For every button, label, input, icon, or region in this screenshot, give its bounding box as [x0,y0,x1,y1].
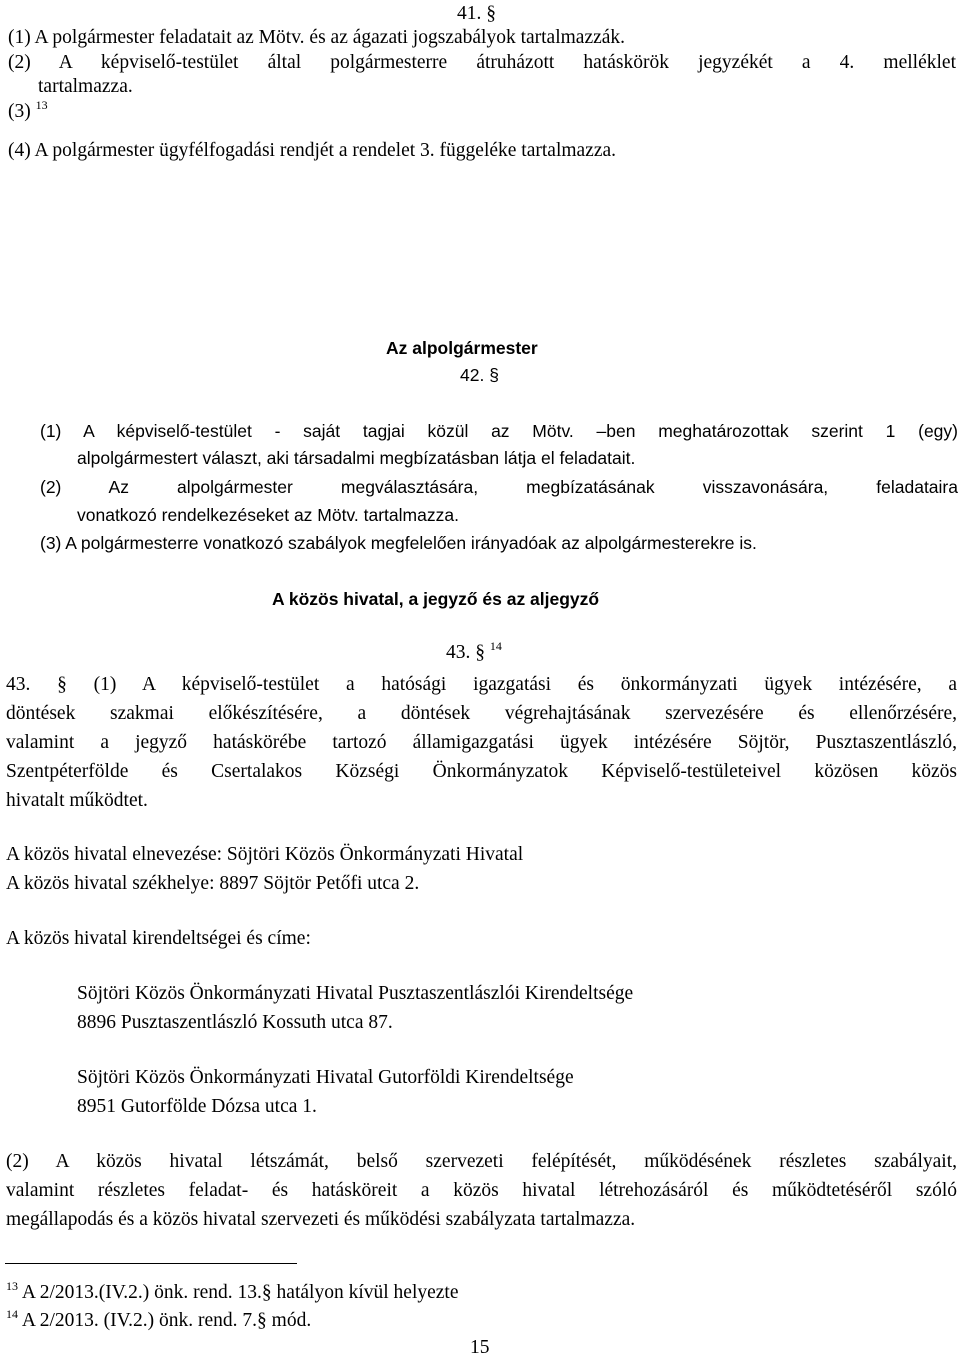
section-42-paragraph-3: (3) A polgármesterre vonatkozó szabályok megfelelően irányadóak az alpolgármesterekre is. [40,533,757,553]
section-43-paragraph-2-line-2: valamint részletes feladat- és hatásköreit a közös hivatal létrehozásáról és működtetéséről szóló [6,1180,957,1201]
section-43-paragraph-1-line-4: Szentpéterfölde és Csertalakos Községi Önkormányzatok Képviselő-testületeivel közösen közös [6,761,957,782]
section-41-paragraph-2-line-1: (2) A képviselő-testület által polgármesterre átruházott hatáskörök jegyzékét a 4. melléklet [8,52,956,73]
branch-2-address: 8951 Gutorfölde Dózsa utca 1. [77,1096,317,1117]
footnote-13-text: A 2/2013.(IV.2.) önk. rend. 13.§ hatályon kívül helyezte [21,1282,459,1303]
section-43-heading-text: 43. § [446,642,485,663]
section-41-paragraph-4: (4) A polgármester ügyfélfogadási rendjét a rendelet 3. függeléke tartalmazza. [8,140,617,161]
footnote-14 [6,1309,311,1333]
page-number: 15 [470,1337,490,1358]
office-seat-line: A közös hivatal székhelye: 8897 Söjtör Petőfi utca 2. [6,873,420,894]
section-43-heading [446,641,502,665]
footnote-14-text: A 2/2013. (IV.2.) önk. rend. 7.§ mód. [21,1310,312,1331]
office-name-line: A közös hivatal elnevezése: Söjtöri Közös Önkormányzati Hivatal [6,844,524,865]
section-43-paragraph-2-line-1: (2) A közös hivatal létszámát, belső szervezeti felépítését, működésének részletes szabályait, [6,1151,957,1172]
section-43-paragraph-1-line-5: hivatalt működtet. [6,790,148,811]
section-43-paragraph-1-line-2: döntések szakmai előkészítésére, a döntések végrehajtásának szervezésére és ellenőrzésére, [6,703,957,724]
section-43-paragraph-2-line-3: megállapodás és a közös hivatal szervezeti és működési szabályzata tartalmazza. [6,1209,636,1230]
section-42-heading: 42. § [460,365,499,385]
footnote-ref-14: 14 [489,639,502,653]
footnote-separator [5,1263,297,1264]
section-41-paragraph-2-line-2: tartalmazza. [38,76,133,97]
footnote-13-number: 13 [6,1279,18,1293]
section-43-paragraph-1-line-3: valamint a jegyző hatáskörébe tartozó államigazgatási ügyek intézésére Söjtör, Pusztaszentlászló, [6,732,957,753]
section-43-paragraph-1-line-1: 43. § (1) A képviselő-testület a hatósági igazgatási és önkormányzati ügyek intézésére, a [6,674,957,695]
branch-1-address: 8896 Pusztaszentlászló Kossuth utca 87. [77,1012,393,1033]
section-42-paragraph-2-line-1: (2) Az alpolgármester megválasztására, megbízatásának visszavonására, feladataira [40,477,958,497]
footnote-ref-13: 13 [35,98,48,112]
section-42-paragraph-2-line-2: vonatkozó rendelkezéseket az Mötv. tartalmazza. [77,505,459,525]
section-41-paragraph-1: (1) A polgármester feladatait az Mötv. és az ágazati jogszabályok tartalmazzák. [8,27,626,48]
section-42-paragraph-1-line-1: (1) A képviselő-testület - saját tagjai közül az Mötv. –ben meghatározottak szerint 1 (egy) [40,421,958,441]
paragraph-3-label: (3) [8,101,31,122]
section-42-paragraph-1-line-2: alpolgármestert választ, aki társadalmi megbízatásban látja el feladatait. [77,448,636,468]
branch-1-name: Söjtöri Közös Önkormányzati Hivatal Pusztaszentlászlói Kirendeltsége [77,983,634,1004]
footnote-14-number: 14 [6,1307,18,1321]
branch-2-name: Söjtöri Közös Önkormányzati Hivatal Gutorföldi Kirendeltsége [77,1067,574,1088]
deputy-mayor-title: Az alpolgármester [386,338,538,358]
section-41-paragraph-3 [8,100,48,124]
section-41-heading: 41. § [457,3,496,24]
office-branches-intro: A közös hivatal kirendeltségei és címe: [6,928,311,949]
footnote-13 [6,1281,459,1305]
common-office-title: A közös hivatal, a jegyző és az aljegyző [272,589,600,609]
